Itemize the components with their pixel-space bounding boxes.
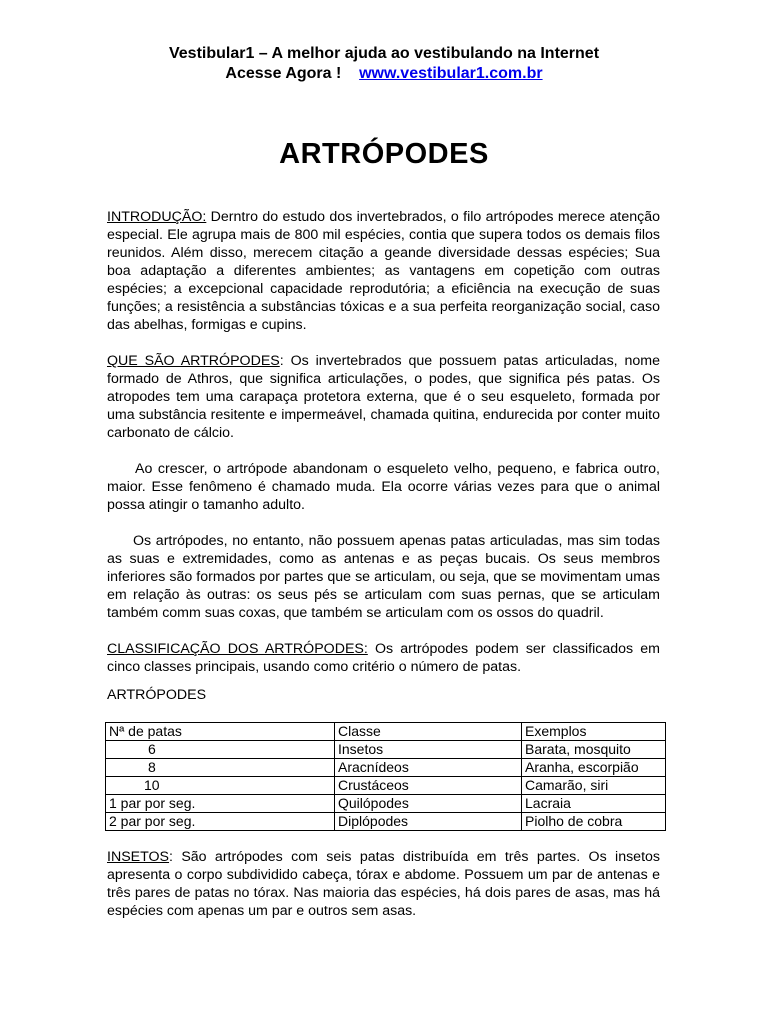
cell-legs: 10 [106, 777, 335, 795]
insects-paragraph [107, 848, 660, 920]
classification-text: Os artrópodes podem ser classificados em cinco classes principais, usando como critério o número de patas. [107, 641, 660, 675]
table-row [106, 741, 666, 759]
limbs-paragraph: Os artrópodes, no entanto, não possuem apenas patas articuladas, mas sim todas as suas e extremidades, como as antenas e as peças bucais. Os seus membros inferiores são formados por partes que se articulam, ou seja, que se movimentam umas em relação às outras: os seus pés se articulam com suas pernas, que se articulam também comm suas coxas, que também se articulam com os ossos do quadril. [107, 533, 660, 621]
definition-paragraph [107, 352, 660, 442]
cell-legs: 8 [106, 759, 335, 777]
cell-examples: Lacraia [522, 795, 666, 813]
table-row [106, 795, 666, 813]
header-cell-examples: Exemplos [522, 723, 666, 741]
cell-examples: Camarão, siri [522, 777, 666, 795]
document-body [107, 208, 660, 938]
header-cell-legs: Nª de patas [106, 723, 335, 741]
cell-examples: Barata, mosquito [522, 741, 666, 759]
page-title: ARTRÓPODES [279, 138, 489, 170]
table-row [106, 813, 666, 831]
cell-class: Quilópodes [335, 795, 522, 813]
intro-paragraph [107, 208, 660, 334]
intro-heading: INTRODUÇÃO: [107, 209, 207, 225]
intro-text: Derntro do estudo dos invertebrados, o filo artrópodes merece atenção especial. Ele agrupa mais de 800 mil espécies, contia que supera todos os demais filos reunidos. Além disso, merecem citação a geande diversidade dessas espécies; Sua boa adaptação a diferentes ambientes; as vantagens em copetição com outras espécies; a excepcional capacidade reprodutória; a eficiência na execução de suas funções; a resistência a substâncias tóxicas e a sua perfeita reorganização social, caso das abelhas, formigas e cupins. [107, 209, 660, 333]
cell-class: Insetos [335, 741, 522, 759]
arthropod-table [105, 722, 666, 831]
cell-class: Crustáceos [335, 777, 522, 795]
definition-heading: QUE SÃO ARTRÓPODES [107, 353, 280, 369]
header-line1: Vestibular1 – A melhor ajuda ao vestibulando na Internet [168, 45, 600, 62]
header-line2 [0, 64, 768, 84]
header-access-text: Acesse Agora ! [225, 65, 342, 82]
table-header-row [106, 723, 666, 741]
cell-legs: 6 [106, 741, 335, 759]
growth-paragraph: Ao crescer, o artrópode abandonam o esqueleto velho, pequeno, e fabrica outro, maior. Esse fenômeno é chamado muda. Ela ocorre várias vezes para que o animal possa atingir o tamanho adulto. [107, 461, 660, 513]
insects-text: : São artrópodes com seis patas distribuída em três partes. Os insetos apresenta o corpo subdividido cabeça, tórax e abdome. Possuem um par de antenas e três pares de patas no tórax. Nas maioria das espécies, há dois pares de asas, mas há espécies com apenas um par e outros sem asas. [107, 849, 660, 919]
page-header [0, 44, 768, 84]
classification-paragraph [107, 640, 660, 676]
table-caption: ARTRÓPODES [107, 687, 207, 703]
definition-text: : Os invertebrados que possuem patas articuladas, nome formado de Athros, que significa articulações, o podes, que significa pés patas. Os atropodes tem uma carapaça protetora externa, que é o seu esqueleto, formada por uma substância resitente e impermeável, chamada quitina, endurecida por conter muito carbonato de cálcio. [107, 353, 660, 441]
cell-legs: 1 par por seg. [106, 795, 335, 813]
table-row [106, 759, 666, 777]
cell-legs: 2 par por seg. [106, 813, 335, 831]
cell-examples: Aranha, escorpião [522, 759, 666, 777]
insects-heading: INSETOS [107, 849, 170, 865]
classification-heading: CLASSIFICAÇÃO DOS ARTRÓPODES: [107, 641, 368, 657]
cell-class: Diplópodes [335, 813, 522, 831]
site-link[interactable]: www.vestibular1.com.br [359, 65, 543, 82]
table-row [106, 777, 666, 795]
cell-class: Aracnídeos [335, 759, 522, 777]
cell-examples: Piolho de cobra [522, 813, 666, 831]
header-cell-class: Classe [335, 723, 522, 741]
